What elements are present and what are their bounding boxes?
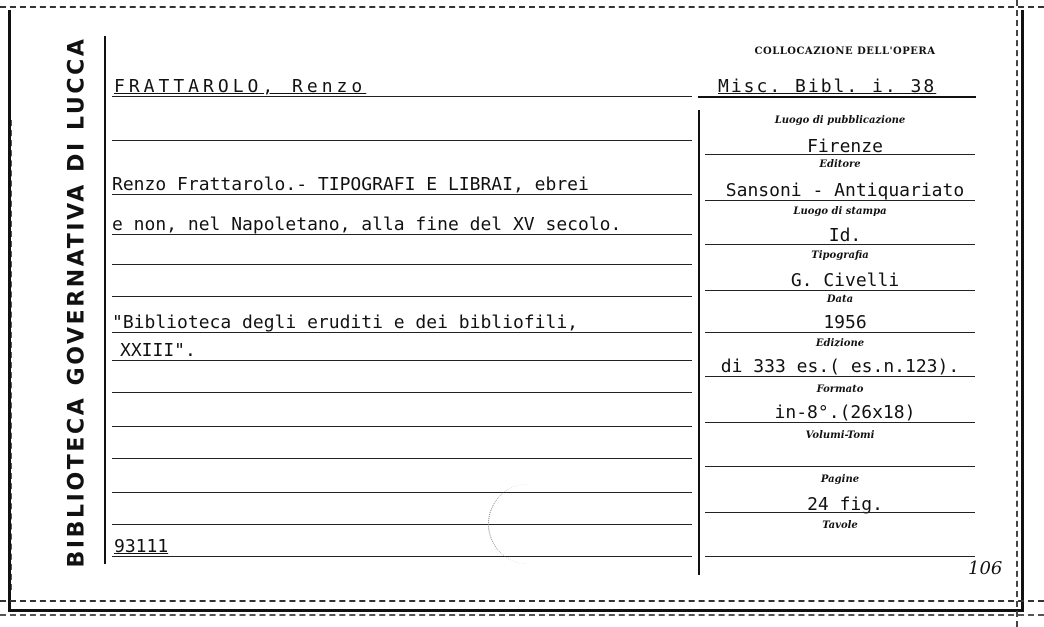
collocation-box-top [698,96,976,98]
field-label-printer: Tipografia [811,250,869,261]
library-name: BIBLIOTECA GOVERNATIVA DI LUCCA [64,36,90,568]
bottom-perforation [0,600,1044,602]
shelfmark: Misc. Bibl. i. 38 [718,76,937,97]
field-label-pages: Pagine [820,474,860,485]
field-rule [705,244,975,245]
field-label-print-place: Luogo di stampa [793,206,887,217]
inventory-number: 93111 [114,536,169,557]
collocation-header: COLLOCAZIONE DELL'OPERA [754,46,936,57]
ruled-line [112,140,692,141]
ruled-line [112,264,692,265]
field-value-pages: 24 fig. [807,494,883,515]
field-label-plates: Tavole [822,520,858,531]
ruled-line [112,458,692,459]
field-rule [705,556,975,557]
field-value-print-place: Id. [828,225,862,246]
bottom-perforation-2 [0,614,1044,616]
field-label-volumes: Volumi-Tomi [805,430,875,441]
collocation-box-left [698,110,700,575]
author-heading: FRATTAROLO, Renzo [114,76,367,97]
ruled-line [112,360,692,361]
field-value-publisher: Sansoni - Antiquariato [725,180,965,201]
ruled-line [112,524,692,525]
handwritten-note: 106 [968,558,1003,579]
left-margin-rule [104,36,106,564]
field-rule [705,290,975,291]
field-value-edition: di 333 es.( es.n.123). [720,356,960,377]
series-line-1: "Biblioteca degli eruditi e dei bibliofili, [112,312,578,333]
ruled-line [112,194,692,195]
card-smudge [488,484,559,564]
ruled-line [112,492,692,493]
field-label-edition: Edizione [815,338,865,349]
field-rule [705,154,975,155]
title-line-2: e non, nel Napoletano, alla fine del XV secolo. [112,214,622,235]
field-rule [705,422,975,423]
field-rule [705,376,975,377]
top-perforation [0,6,1044,8]
field-rule [705,512,975,513]
field-label-place: Luogo di pubblicazione [774,115,906,126]
field-label-format: Formato [816,384,864,395]
field-rule [705,466,975,467]
field-rule [705,200,975,201]
right-edge-mark [1016,0,1024,627]
field-value-place: Firenze [807,136,883,157]
ruled-line [112,392,692,393]
ruled-line [112,332,692,333]
library-side-label [62,36,92,568]
field-rule [705,332,975,333]
title-line-1: Renzo Frattarolo.- TIPOGRAFI E LIBRAI, ebrei [112,174,589,195]
field-value-format: in-8°.(26x18) [774,402,916,423]
ruled-line [112,426,692,427]
field-value-printer: G. Civelli [790,270,900,291]
series-line-2: XXIII". [120,340,196,361]
ruled-line [112,234,692,235]
ruled-line [112,296,692,297]
field-label-publisher: Editore [819,159,861,170]
ruled-line [112,556,692,557]
field-label-date: Data [826,294,854,305]
field-value-date: 1956 [823,312,867,333]
